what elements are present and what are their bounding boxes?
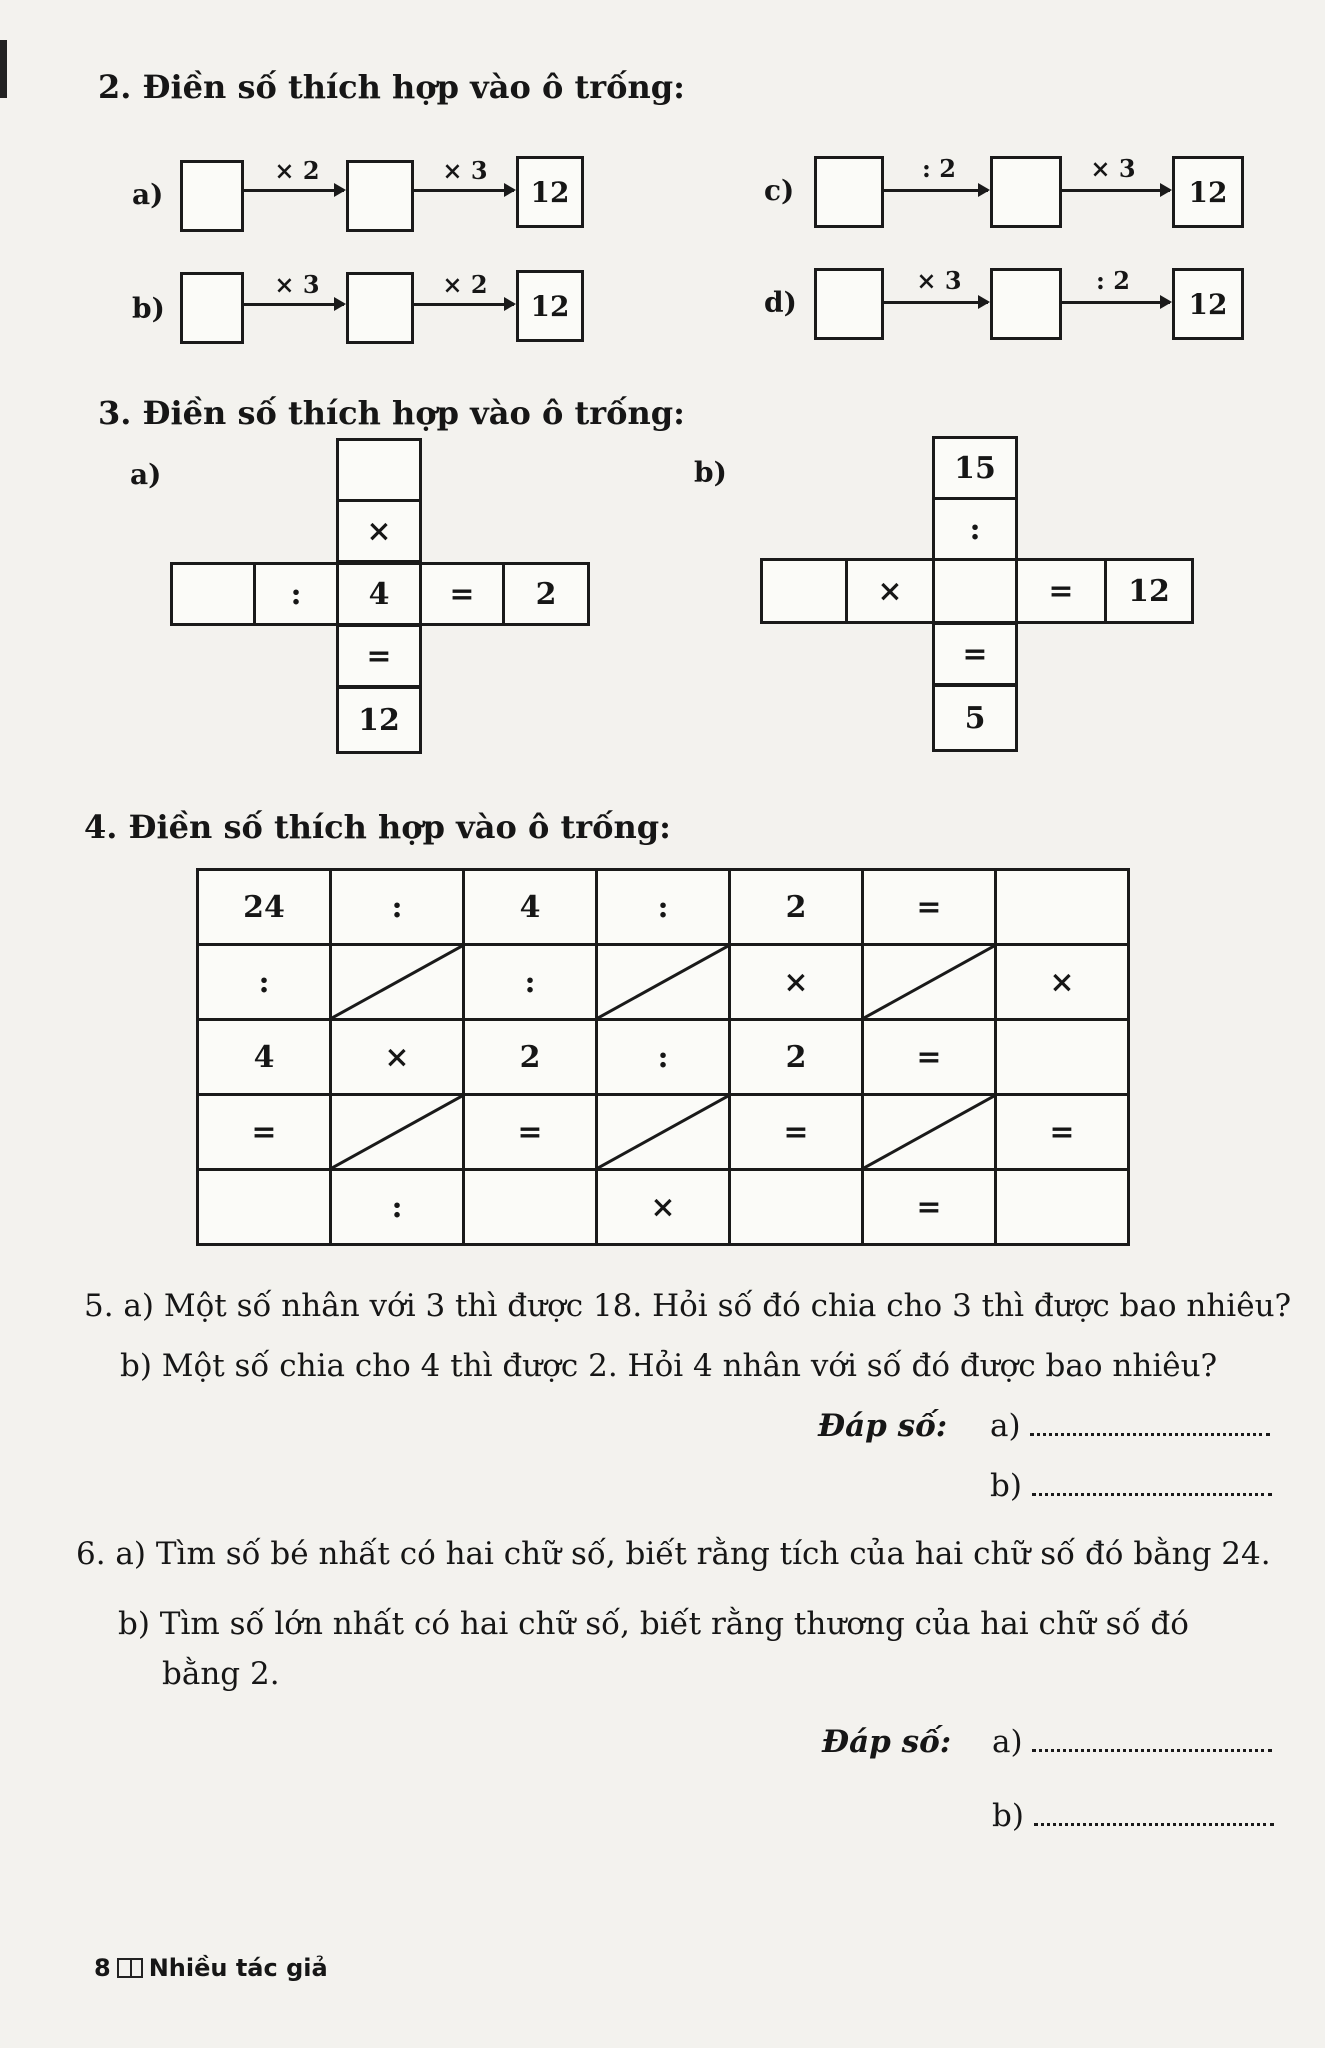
page-edge	[0, 40, 7, 98]
q3-heading: 3. Điền số thích hợp vào ô trống:	[98, 394, 685, 432]
q4-heading: 4. Điền số thích hợp vào ô trống:	[84, 808, 671, 846]
q4-cell: =	[198, 1095, 331, 1170]
q3b-left-cell[interactable]	[760, 558, 848, 624]
q4-cell: :	[331, 870, 464, 945]
q6-answer-a	[992, 1724, 1272, 1760]
q4-cell: 4	[464, 870, 597, 945]
q4-answer-cell[interactable]	[996, 870, 1129, 945]
q3a-vop-cell: ×	[336, 499, 422, 563]
q5b-text: b) Một số chia cho 4 thì được 2. Hỏi 4 nhân với số đó được bao nhiêu?	[120, 1348, 1218, 1384]
q6-answer-b	[992, 1798, 1274, 1834]
q2c-op1: : 2	[922, 154, 956, 183]
q2d-op2: : 2	[1096, 266, 1130, 295]
q3b-hop-cell: ×	[845, 558, 935, 624]
q2a-op2: × 3	[442, 156, 488, 185]
q3a-center-cell: 4	[336, 562, 422, 626]
q4-diagonal-cell	[863, 1095, 996, 1170]
q3a-right-cell: 2	[502, 562, 590, 626]
q3b-bottom-cell: 5	[932, 684, 1018, 752]
q2d-arrow1	[884, 301, 988, 304]
q4-cell: ×	[597, 1170, 730, 1245]
q2b-result: 12	[516, 270, 584, 342]
q3a-label: a)	[130, 458, 162, 491]
q4-diagonal-cell	[597, 1095, 730, 1170]
q2b-box2[interactable]	[346, 272, 414, 344]
q3b-center-cell[interactable]	[932, 558, 1018, 624]
q4-cell: =	[863, 870, 996, 945]
q5-answer-a-blank[interactable]	[1030, 1413, 1270, 1436]
q2d-result: 12	[1172, 268, 1244, 340]
q4-cell: :	[198, 945, 331, 1020]
q4-diagonal-cell	[331, 1095, 464, 1170]
q4-row	[198, 1020, 1129, 1095]
q2a-arrow2	[414, 189, 514, 192]
q5-answer-label-text: Đáp số:	[818, 1408, 948, 1444]
q2d-op1: × 3	[916, 266, 962, 295]
q2b-label: b)	[132, 292, 165, 325]
author: Nhiều tác giả	[148, 1954, 328, 1982]
q2a-result: 12	[516, 156, 584, 228]
q4-row	[198, 945, 1129, 1020]
q4-grid	[196, 868, 1130, 1246]
q4-cell: ×	[730, 945, 863, 1020]
q3a-left-cell[interactable]	[170, 562, 256, 626]
q3a-veq-cell: =	[336, 624, 422, 688]
q4-cell: =	[464, 1095, 597, 1170]
book-icon	[117, 1958, 143, 1978]
q2d-arrow2	[1062, 301, 1170, 304]
q5-answer-label	[818, 1408, 947, 1444]
q3b-vop-cell: :	[932, 497, 1018, 561]
q6-answer-a-label: a)	[992, 1724, 1023, 1760]
q4-cell: ×	[331, 1020, 464, 1095]
q2a-box2[interactable]	[346, 160, 414, 232]
q2c-result: 12	[1172, 156, 1244, 228]
q4-answer-cell[interactable]	[730, 1170, 863, 1245]
q6a-text: 6. a) Tìm số bé nhất có hai chữ số, biết rằng tích của hai chữ số đó bằng 24.	[76, 1536, 1271, 1572]
q4-diagonal-cell	[597, 945, 730, 1020]
q4-answer-cell[interactable]	[198, 1170, 331, 1245]
q4-row	[198, 1170, 1129, 1245]
q6-answer-b-label: b)	[992, 1798, 1024, 1834]
q4-answer-cell[interactable]	[996, 1020, 1129, 1095]
q2a-arrow1	[244, 189, 344, 192]
q3a-eq-cell: =	[419, 562, 505, 626]
q4-cell: ×	[996, 945, 1129, 1020]
q2b-op2: × 2	[442, 270, 488, 299]
q2a-label: a)	[132, 178, 164, 211]
q4-answer-cell[interactable]	[996, 1170, 1129, 1245]
q3b-veq-cell: =	[932, 622, 1018, 686]
q3b-label: b)	[694, 456, 727, 489]
q2a-op1: × 2	[274, 156, 320, 185]
q4-row	[198, 870, 1129, 945]
q5a-text: 5. a) Một số nhân với 3 thì được 18. Hỏi số đó chia cho 3 thì được bao nhiêu?	[84, 1288, 1292, 1324]
q2d-box2[interactable]	[990, 268, 1062, 340]
q2c-arrow2	[1062, 189, 1170, 192]
q4-cell: :	[464, 945, 597, 1020]
q2a-box1[interactable]	[180, 160, 244, 232]
q4-cell: :	[331, 1170, 464, 1245]
footer	[94, 1954, 328, 1982]
q4-diagonal-cell	[331, 945, 464, 1020]
q5-answer-b	[990, 1468, 1272, 1504]
q5-answer-a	[990, 1408, 1270, 1444]
q2-heading: 2. Điền số thích hợp vào ô trống:	[98, 68, 685, 106]
q4-cell: 2	[730, 870, 863, 945]
q6-answer-label-text: Đáp số:	[822, 1724, 952, 1760]
q5-answer-b-blank[interactable]	[1032, 1473, 1272, 1496]
q4-cell: 2	[730, 1020, 863, 1095]
q4-cell: 2	[464, 1020, 597, 1095]
q2b-box1[interactable]	[180, 272, 244, 344]
q3b-right-cell: 12	[1104, 558, 1194, 624]
q4-cell: 24	[198, 870, 331, 945]
q2c-op2: × 3	[1090, 154, 1136, 183]
q4-cell: =	[996, 1095, 1129, 1170]
q6b-text-line1: b) Tìm số lớn nhất có hai chữ số, biết rằng thương của hai chữ số đó	[118, 1606, 1189, 1642]
q2c-box1[interactable]	[814, 156, 884, 228]
q5-answer-b-label: b)	[990, 1468, 1022, 1504]
q4-cell: =	[730, 1095, 863, 1170]
q2b-op1: × 3	[274, 270, 320, 299]
q2c-box2[interactable]	[990, 156, 1062, 228]
q4-cell: :	[597, 870, 730, 945]
q6-answer-a-blank[interactable]	[1032, 1729, 1272, 1752]
q3b-eq-cell: =	[1015, 558, 1107, 624]
q2b-arrow2	[414, 303, 514, 306]
q3a-top-cell[interactable]	[336, 438, 422, 502]
q4-cell: :	[597, 1020, 730, 1095]
q5-answer-a-label: a)	[990, 1408, 1021, 1444]
q4-diagonal-cell	[863, 945, 996, 1020]
q6b-text-line2: bằng 2.	[162, 1656, 280, 1692]
q2c-arrow1	[884, 189, 988, 192]
page-number: 8	[94, 1954, 111, 1982]
q4-cell: =	[863, 1170, 996, 1245]
q2d-label: d)	[764, 286, 797, 319]
q4-cell: =	[863, 1020, 996, 1095]
q2c-label: c)	[764, 174, 795, 207]
q4-answer-cell[interactable]	[464, 1170, 597, 1245]
q3a-hop-cell: :	[253, 562, 339, 626]
q2d-box1[interactable]	[814, 268, 884, 340]
q6-answer-label	[822, 1724, 951, 1760]
q4-row	[198, 1095, 1129, 1170]
q3a-bottom-cell: 12	[336, 686, 422, 754]
q6-answer-b-blank[interactable]	[1034, 1803, 1274, 1826]
q3b-top-cell: 15	[932, 436, 1018, 500]
q4-cell: 4	[198, 1020, 331, 1095]
q2b-arrow1	[244, 303, 344, 306]
